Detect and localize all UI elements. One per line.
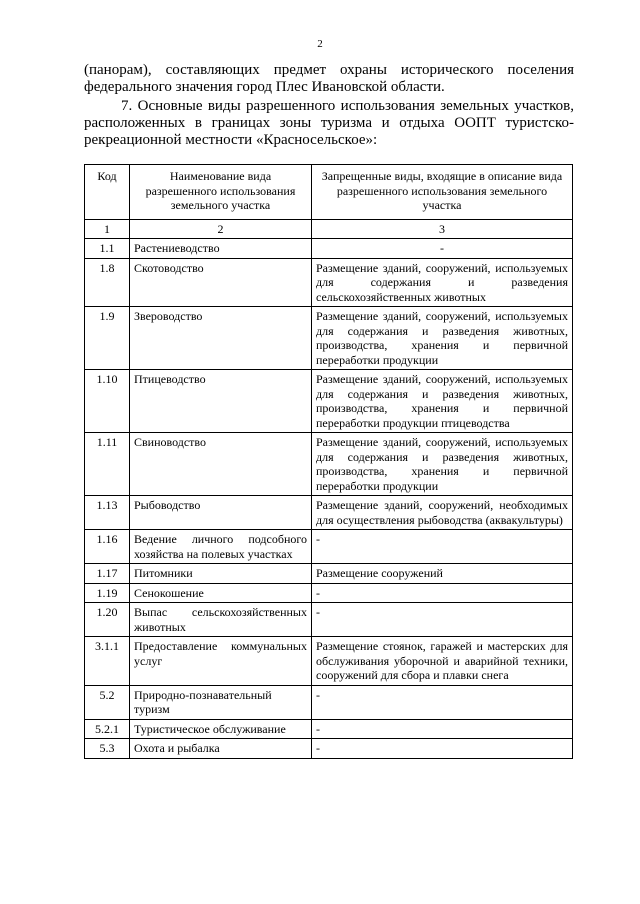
table-row	[85, 433, 573, 496]
page-number: 2	[317, 38, 323, 50]
row-prohibited: -	[312, 603, 573, 637]
row-code: 1.19	[85, 583, 130, 603]
row-prohibited: -	[312, 685, 573, 719]
row-code: 1.11	[85, 433, 130, 496]
table-row	[85, 685, 573, 719]
row-use-name: Охота и рыбалка	[130, 739, 312, 759]
table-row	[85, 637, 573, 686]
row-prohibited: Размещение зданий, сооружений, используемых для содержания и разведения животных, производства, хранения и первичной переработки продукции птицеводства	[312, 370, 573, 433]
row-code: 1.13	[85, 496, 130, 530]
land-use-table	[84, 164, 573, 759]
column-number: 1	[85, 219, 130, 239]
paragraph-intro: (панорам), составляющих предмет охраны исторического поселения федерального значения город Плес Ивановской области.	[84, 62, 574, 95]
row-use-name: Птицеводство	[130, 370, 312, 433]
row-prohibited: -	[312, 583, 573, 603]
row-use-name: Звероводство	[130, 307, 312, 370]
table-row	[85, 530, 573, 564]
table-row	[85, 496, 573, 530]
row-prohibited: Размещение зданий, сооружений, используемых для содержания и разведения сельскохозяйственных животных	[312, 258, 573, 307]
row-prohibited: Размещение сооружений	[312, 564, 573, 584]
table-header-row	[85, 165, 573, 220]
row-prohibited: -	[312, 239, 573, 259]
row-prohibited: Размещение зданий, сооружений, используемых для содержания и разведения животных, производства, хранения и первичной переработки продукции	[312, 433, 573, 496]
row-use-name: Растениеводство	[130, 239, 312, 259]
table-row	[85, 370, 573, 433]
row-use-name: Туристическое обслуживание	[130, 719, 312, 739]
row-code: 5.3	[85, 739, 130, 759]
row-code: 3.1.1	[85, 637, 130, 686]
row-code: 5.2	[85, 685, 130, 719]
row-prohibited: Размещение зданий, сооружений, используемых для содержания и разведения животных, производства, хранения и первичной переработки продукции	[312, 307, 573, 370]
column-number: 3	[312, 219, 573, 239]
table-row	[85, 307, 573, 370]
row-code: 1.10	[85, 370, 130, 433]
table-row	[85, 583, 573, 603]
table-row	[85, 258, 573, 307]
table-body	[85, 219, 573, 758]
row-prohibited: Размещение зданий, сооружений, необходимых для осуществления рыбоводства (аквакультуры)	[312, 496, 573, 530]
row-use-name: Выпас сельскохозяйственных животных	[130, 603, 312, 637]
table-row	[85, 564, 573, 584]
row-code: 1.17	[85, 564, 130, 584]
column-number-row	[85, 219, 573, 239]
row-use-name: Ведение личного подсобного хозяйства на полевых участках	[130, 530, 312, 564]
column-number: 2	[130, 219, 312, 239]
row-code: 1.9	[85, 307, 130, 370]
row-code: 1.20	[85, 603, 130, 637]
row-prohibited: -	[312, 530, 573, 564]
table-row	[85, 739, 573, 759]
header-code: Код	[85, 165, 130, 220]
header-name: Наименование вида разрешенного использования земельного участка	[130, 165, 312, 220]
row-code: 1.8	[85, 258, 130, 307]
header-prohibited: Запрещенные виды, входящие в описание вида разрешенного использования земельного участка	[312, 165, 573, 220]
row-code: 1.16	[85, 530, 130, 564]
row-prohibited: -	[312, 739, 573, 759]
table-row	[85, 719, 573, 739]
row-code: 5.2.1	[85, 719, 130, 739]
table-row	[85, 239, 573, 259]
row-use-name: Скотоводство	[130, 258, 312, 307]
row-use-name: Питомники	[130, 564, 312, 584]
row-use-name: Природно-познавательный туризм	[130, 685, 312, 719]
row-code: 1.1	[85, 239, 130, 259]
row-use-name: Рыбоводство	[130, 496, 312, 530]
row-prohibited: -	[312, 719, 573, 739]
table-row	[85, 603, 573, 637]
row-use-name: Сенокошение	[130, 583, 312, 603]
row-prohibited: Размещение стоянок, гаражей и мастерских для обслуживания уборочной и аварийной техники, сооружений для сбора и плавки снега	[312, 637, 573, 686]
row-use-name: Предоставление коммунальных услуг	[130, 637, 312, 686]
row-use-name: Свиноводство	[130, 433, 312, 496]
paragraph-section-7: 7. Основные виды разрешенного использования земельных участков, расположенных в границах зоны туризма и отдыха ООПТ туристско-рекреационной местности «Красносельское»:	[84, 98, 574, 148]
